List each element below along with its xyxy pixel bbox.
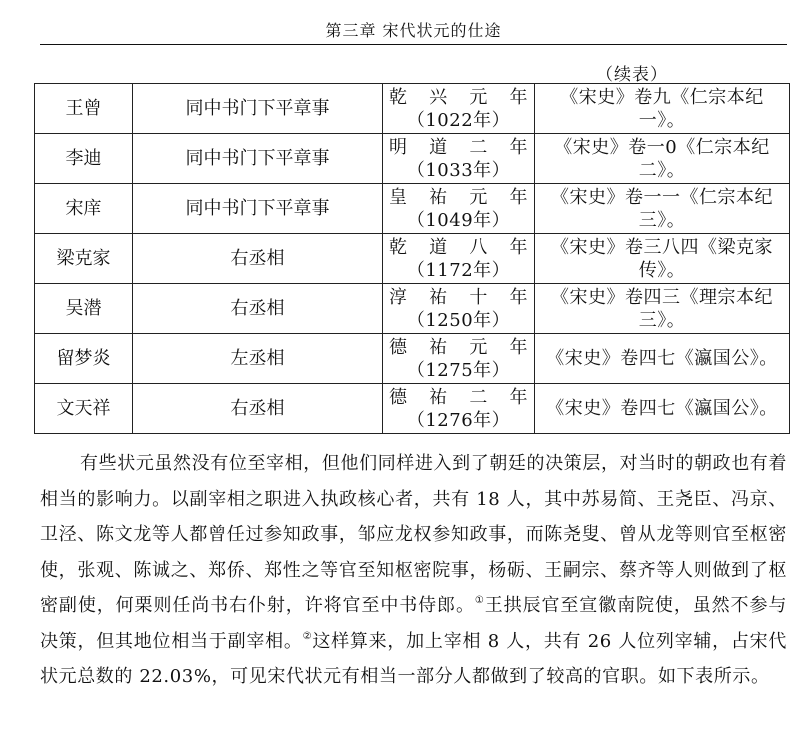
- source-citation: 《宋史》卷四七《瀛国公》。: [535, 334, 790, 384]
- official-name: 文天祥: [35, 384, 133, 434]
- officials-table: [34, 83, 790, 434]
- source-citation: 《宋史》卷一一《仁宗本纪三》。: [535, 184, 790, 234]
- official-post: 左丞相: [133, 334, 383, 384]
- table-row: [35, 334, 790, 384]
- body-paragraph: [40, 446, 787, 695]
- header-rule: [40, 44, 787, 45]
- source-citation: 《宋史》卷四七《瀛国公》。: [535, 384, 790, 434]
- source-citation: 《宋史》卷三八四《梁克家传》。: [535, 234, 790, 284]
- appointment-year: 淳祐十年（1250年）: [383, 284, 535, 334]
- source-citation: 《宋史》卷一0《仁宗本纪二》。: [535, 134, 790, 184]
- source-citation: 《宋史》卷九《仁宗本纪一》。: [535, 84, 790, 134]
- official-name: 梁克家: [35, 234, 133, 284]
- official-name: 留梦炎: [35, 334, 133, 384]
- paragraph-text-1: 有些状元虽然没有位至宰相，但他们同样进入到了朝廷的决策层，对当时的朝政也有着相当的影响力。以副宰相之职进入执政核心者，共有 18 人，其中苏易简、王尧臣、冯京、卫泾、陈文龙等人都曾任过参知政事，邹应龙权参知政事，而陈尧叟、曾从龙等则官至枢密使，张观、陈诚之、郑侨、郑性之等官至知枢密院事，杨砺、王嗣宗、蔡齐等人则做到了枢密副使，何栗则任尚书右仆射，许将官至中书侍郎。: [40, 453, 787, 616]
- official-name: 吴潜: [35, 284, 133, 334]
- paragraph-text-3: 这样算来，加上宰相 8 人，共有 26 人位列宰辅，占宋代状元总数的 22.03%，可见宋代状元有相当一部分人都做到了较高的官职。如下表所示。: [40, 630, 788, 687]
- table-row: [35, 134, 790, 184]
- appointment-year: 乾道八年（1172年）: [383, 234, 535, 284]
- appointment-year: 德祐二年（1276年）: [383, 384, 535, 434]
- table-row: [35, 384, 790, 434]
- table-row: [35, 184, 790, 234]
- official-post: 同中书门下平章事: [133, 134, 383, 184]
- official-post: 同中书门下平章事: [133, 84, 383, 134]
- table-row: [35, 84, 790, 134]
- paragraph-text-2: 王拱辰官至宣徽南院使，虽然不参与决策，但其地位相当于副宰相。: [40, 595, 787, 652]
- table-row: [35, 284, 790, 334]
- official-post: 同中书门下平章事: [133, 184, 383, 234]
- appointment-year: 明道二年（1033年）: [383, 134, 535, 184]
- official-name: 宋庠: [35, 184, 133, 234]
- official-name: 王曾: [35, 84, 133, 134]
- official-name: 李迪: [35, 134, 133, 184]
- footnote-marker-1[interactable]: ①: [474, 595, 485, 606]
- official-post: 右丞相: [133, 384, 383, 434]
- appointment-year: 皇祐元年（1049年）: [383, 184, 535, 234]
- official-post: 右丞相: [133, 284, 383, 334]
- page-header: 第三章 宋代状元的仕途: [325, 21, 502, 40]
- appointment-year: 乾兴元年（1022年）: [383, 84, 535, 134]
- official-post: 右丞相: [133, 234, 383, 284]
- source-citation: 《宋史》卷四三《理宗本纪三》。: [535, 284, 790, 334]
- appointment-year: 德祐元年（1275年）: [383, 334, 535, 384]
- footnote-marker-2[interactable]: ②: [302, 630, 313, 642]
- table-row: [35, 234, 790, 284]
- table-caption: （续表）: [596, 65, 668, 85]
